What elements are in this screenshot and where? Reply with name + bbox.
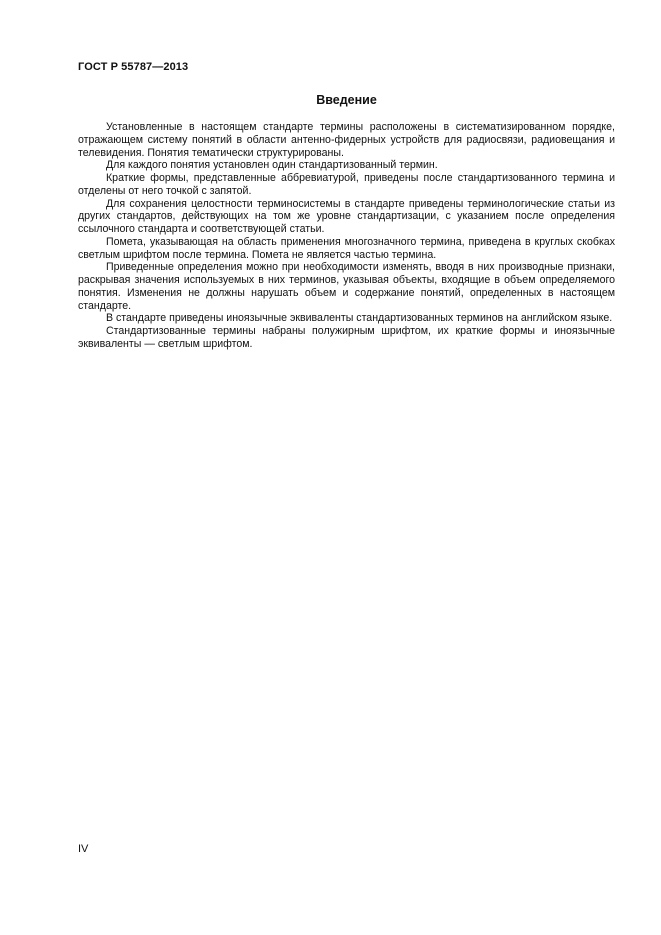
standard-code-header: ГОСТ Р 55787—2013	[78, 61, 189, 73]
paragraph: В стандарте приведены иноязычные эквиваленты стандартизованных терминов на английском языке.	[106, 312, 613, 325]
paragraph: Стандартизованные термины набраны полужирным шрифтом, их краткие формы и иноязычные эквиваленты — светлым шрифтом.	[78, 325, 615, 350]
page-number: IV	[78, 843, 89, 855]
paragraph: Краткие формы, представленные аббревиатурой, приведены после стандартизованного термина и отделены от него точкой с запятой.	[78, 172, 615, 197]
paragraph: Установленные в настоящем стандарте термины расположены в систематизированном порядке, отражающем систему понятий в области антенно-фидерных устройств для радиосвязи, радиовещания и телевидения. Понятия тематически структурированы.	[78, 121, 615, 159]
paragraph: Для каждого понятия установлен один стандартизованный термин.	[106, 159, 438, 172]
section-title: Введение	[316, 93, 377, 107]
paragraph: Для сохранения целостности терминосистемы в стандарте приведены терминологические статьи из других стандартов, действующих на том же уровне стандартизации, с указанием после определения ссылочного стандарта и соответствующей статьи.	[78, 197, 615, 235]
paragraph: Помета, указывающая на область применения многозначного термина, приведена в круглых скобках светлым шрифтом после термина. Помета не является частью термина.	[78, 235, 615, 261]
body-text	[78, 121, 615, 351]
paragraph: Приведенные определения можно при необходимости изменять, вводя в них производные признаки, раскрывая значения используемых в них терминов, указывая объекты, входящие в объем определяемого понятия. Изменения не должны нарушать объем и содержание понятий, определенных в настоящем стандарте.	[78, 261, 615, 312]
